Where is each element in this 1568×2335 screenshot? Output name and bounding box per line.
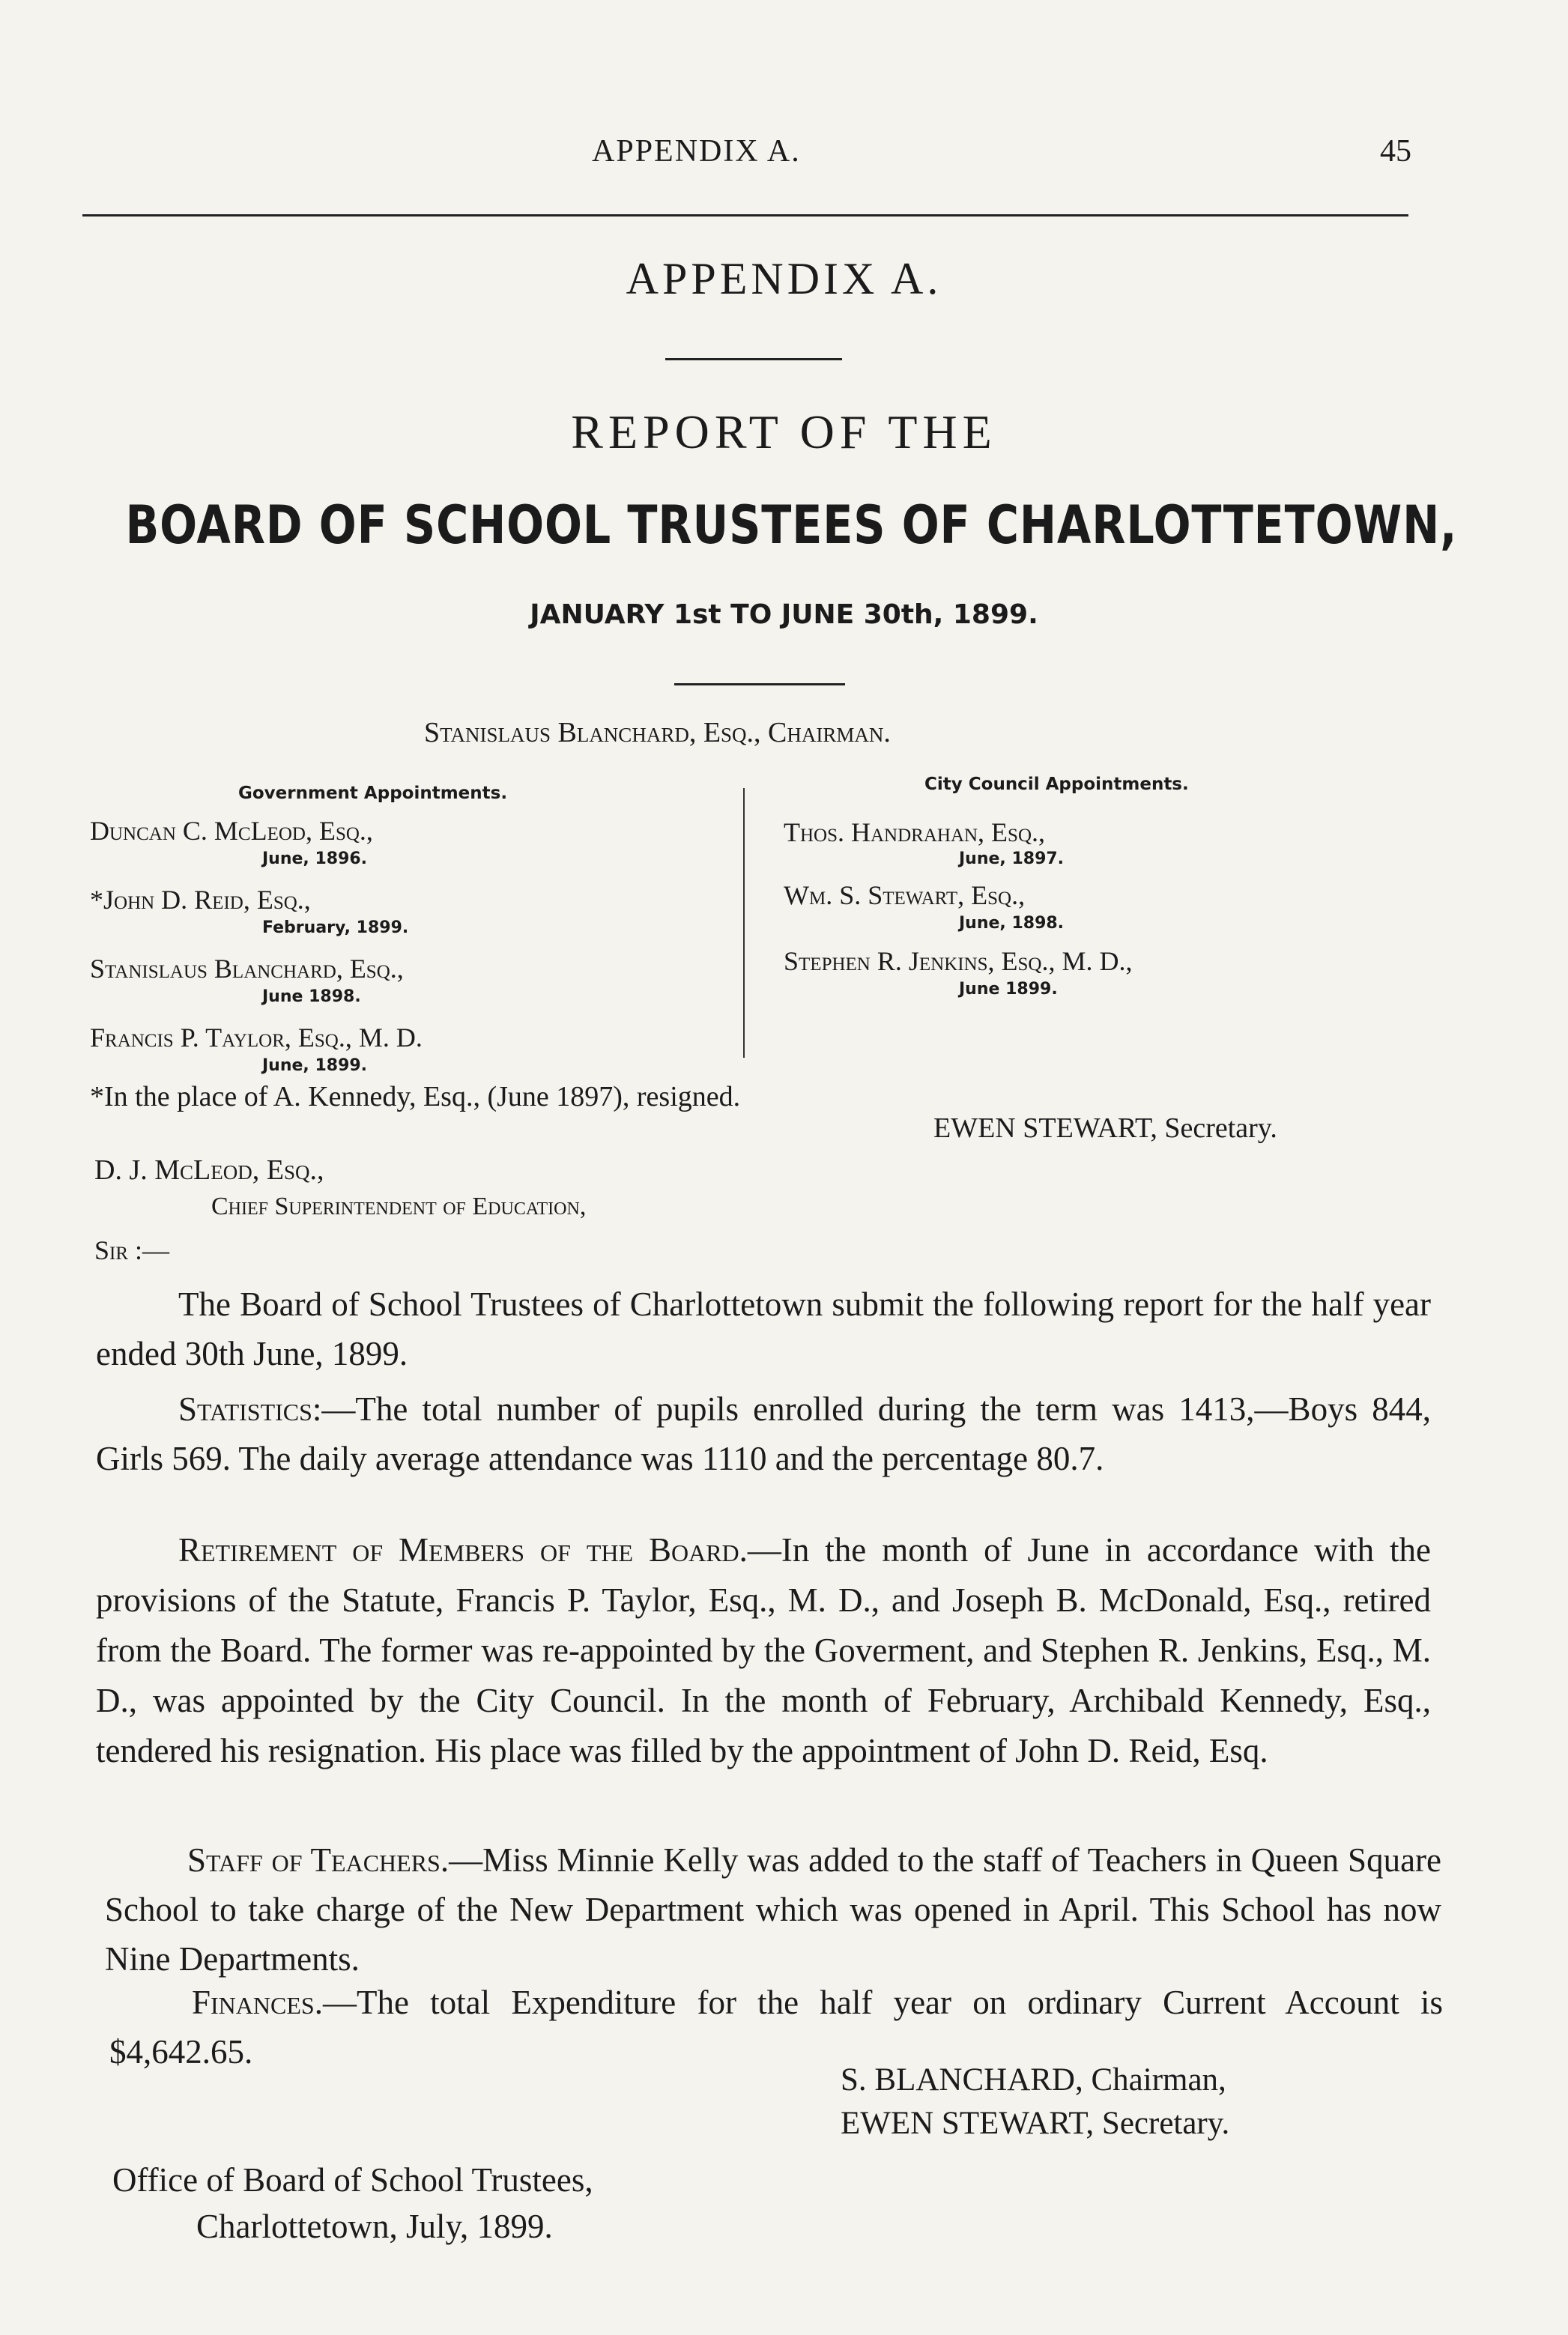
- city-member-date: June 1899.: [959, 980, 1058, 999]
- period-divider: [674, 683, 845, 685]
- government-member-name: Duncan C. McLeod, Esq.,: [90, 816, 373, 846]
- signature-secretary: EWEN STEWART, Secretary.: [841, 2106, 1230, 2141]
- city-member-name: Thos. Handrahan, Esq.,: [784, 817, 1046, 847]
- city-member-date: June, 1897.: [959, 849, 1065, 868]
- running-head: APPENDIX A.: [592, 134, 801, 169]
- report-period: JANUARY 1st TO JUNE 30th, 1899.: [530, 599, 1038, 630]
- secretary-line: EWEN STEWART, Secretary.: [933, 1112, 1277, 1144]
- government-member-name: *John D. Reid, Esq.,: [90, 885, 311, 915]
- statistics-text: :—The total number of pupils enrolled during the term was 1413,—Boys 844, Girls 569. The daily average attendance was 1110 and the percentage 80.7.: [96, 1390, 1431, 1477]
- government-member-date: June, 1896.: [262, 849, 368, 868]
- board-title: BOARD OF SCHOOL TRUSTEES OF CHARLOTTETOWN,: [125, 494, 1458, 556]
- chairman-line: Stanislaus Blanchard, Esq., Chairman.: [424, 717, 891, 748]
- office-date-line: Charlottetown, July, 1899.: [196, 2208, 553, 2245]
- intro-text: The Board of School Trustees of Charlottetown submit the following report for the half year ended 30th June, 1899.: [96, 1285, 1431, 1372]
- office-line: Office of Board of School Trustees,: [112, 2161, 593, 2199]
- addressee-name: D. J. McLeod, Esq.,: [94, 1154, 324, 1186]
- city-member-name: Stephen R. Jenkins, Esq., M. D.,: [784, 946, 1133, 976]
- staff-text: —Miss Minnie Kelly was added to the staff of Teachers in Queen Square School to take charge of the New Department which was opened in April. This School has now Nine Departments.: [105, 1841, 1442, 1978]
- page-number: 45: [1380, 134, 1411, 169]
- statistics-paragraph: [96, 1384, 1431, 1483]
- staff-paragraph: [105, 1835, 1441, 1984]
- government-member-name: Stanislaus Blanchard, Esq.,: [90, 954, 404, 984]
- government-member-date: February, 1899.: [262, 918, 409, 937]
- retirement-text: —In the month of June in accordance with the provisions of the Statute, Francis P. Taylor, Esq., M. D., and Joseph B. McDonald, Esq., retired from the Board. The former was re-appointed by the Goverment, and Stephen R. Jenkins, Esq., M. D., was appointed by the City Council. In the month of February, Archibald Kennedy, Esq., tendered his resignation. His place was filled by the appointment of John D. Reid, Esq.: [96, 1531, 1431, 1769]
- finances-paragraph: [109, 1978, 1443, 2077]
- finances-text: —The total Expenditure for the half year on ordinary Current Account is $4,642.65.: [109, 1984, 1443, 2071]
- government-member-name: Francis P. Taylor, Esq., M. D.: [90, 1023, 423, 1053]
- salutation: Sir :—: [94, 1235, 170, 1265]
- column-divider: [743, 788, 745, 1058]
- city-member-date: June, 1898.: [959, 914, 1065, 933]
- header-rule: [82, 214, 1408, 216]
- title-divider: [665, 358, 842, 360]
- appendix-title: APPENDIX A.: [626, 254, 942, 303]
- government-member-date: June, 1899.: [262, 1056, 368, 1075]
- city-member-name: Wm. S. Stewart, Esq.,: [784, 880, 1026, 910]
- city-council-appointments-heading: City Council Appointments.: [924, 775, 1189, 794]
- government-member-date: June 1898.: [262, 987, 361, 1006]
- finances-heading: Finances.: [192, 1984, 323, 2021]
- retirement-heading: Retirement of Members of the Board.: [178, 1531, 748, 1569]
- report-of-heading: REPORT OF THE: [571, 405, 997, 458]
- statistics-heading: Statistics: [178, 1390, 312, 1428]
- addressee-title: Chief Superintendent of Education,: [211, 1193, 587, 1220]
- retirement-paragraph: [96, 1525, 1431, 1776]
- staff-heading: Staff of Teachers.: [187, 1841, 449, 1879]
- intro-paragraph: [96, 1279, 1431, 1378]
- resignation-footnote: *In the place of A. Kennedy, Esq., (June 1897), resigned.: [90, 1081, 741, 1112]
- government-appointments-heading: Government Appointments.: [238, 784, 508, 803]
- signature-chairman: S. BLANCHARD, Chairman,: [841, 2062, 1226, 2098]
